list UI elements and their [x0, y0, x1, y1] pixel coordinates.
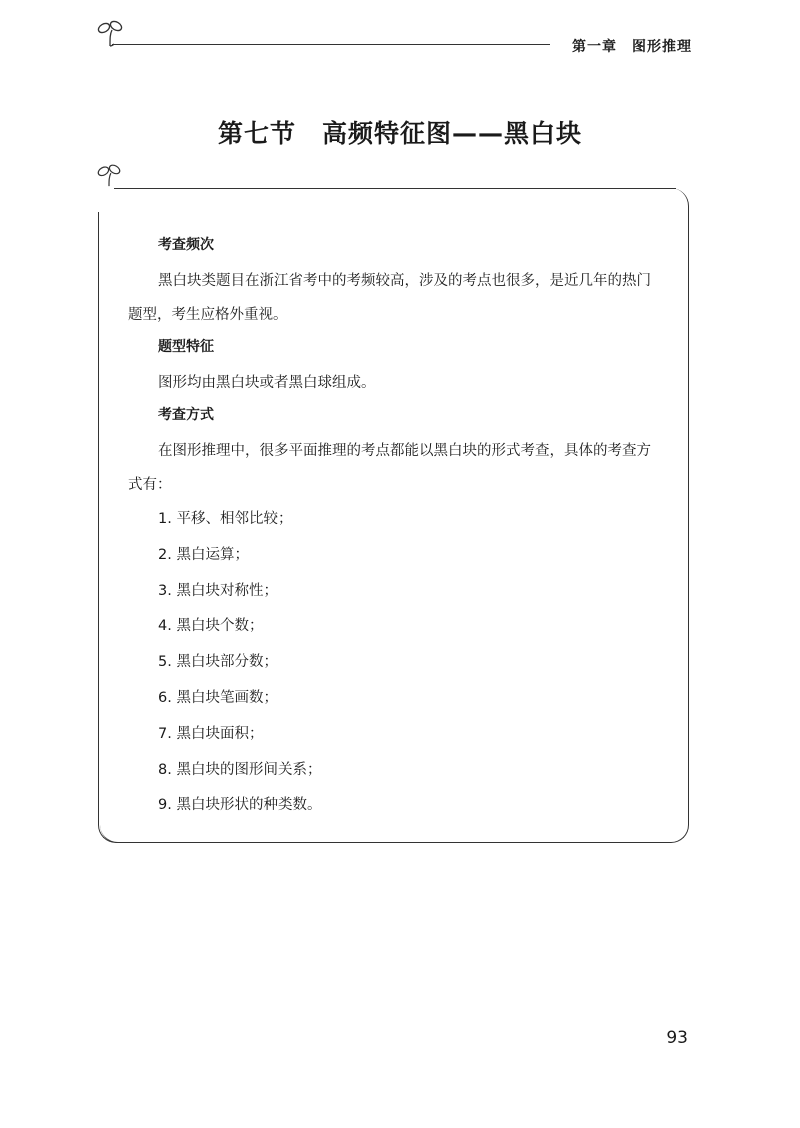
list-item: 4. 黑白块个数；	[158, 618, 264, 635]
features-heading: 题型特征	[158, 339, 214, 355]
frame-left-rule	[98, 212, 99, 824]
sprout-icon	[96, 162, 122, 188]
frequency-heading: 考查频次	[158, 237, 214, 253]
page-number: 93	[666, 1028, 688, 1048]
list-item: 6. 黑白块笔画数；	[158, 689, 278, 706]
methods-heading: 考查方式	[158, 407, 214, 423]
list-item: 8. 黑白块的图形间关系；	[158, 761, 322, 778]
section-title: 第七节 高频特征图——黑白块	[217, 119, 582, 148]
list-item: 3. 黑白块对称性；	[158, 582, 278, 599]
header-rule	[112, 44, 550, 45]
content-body	[128, 230, 664, 824]
frequency-text: 黑白块类题目在浙江省考中的考频较高，涉及的考点也很多，是近几年的热门题型，考生应格外重视。	[128, 273, 651, 323]
methods-text: 在图形推理中，很多平面推理的考点都能以黑白块的形式考查，具体的考查方式有：	[128, 443, 651, 493]
list-item: 9. 黑白块形状的种类数。	[158, 797, 322, 814]
list-item: 5. 黑白块部分数；	[158, 654, 278, 671]
features-text: 图形均由黑白块或者黑白球组成。	[158, 375, 376, 391]
frame-top-rule	[114, 188, 676, 189]
chapter-label: 第一章 图形推理	[572, 39, 692, 55]
list-item: 1. 平移、相邻比较；	[158, 511, 293, 527]
list-item: 7. 黑白块面积；	[158, 725, 264, 742]
frame-corner	[98, 820, 119, 843]
list-item: 2. 黑白运算；	[158, 546, 249, 563]
